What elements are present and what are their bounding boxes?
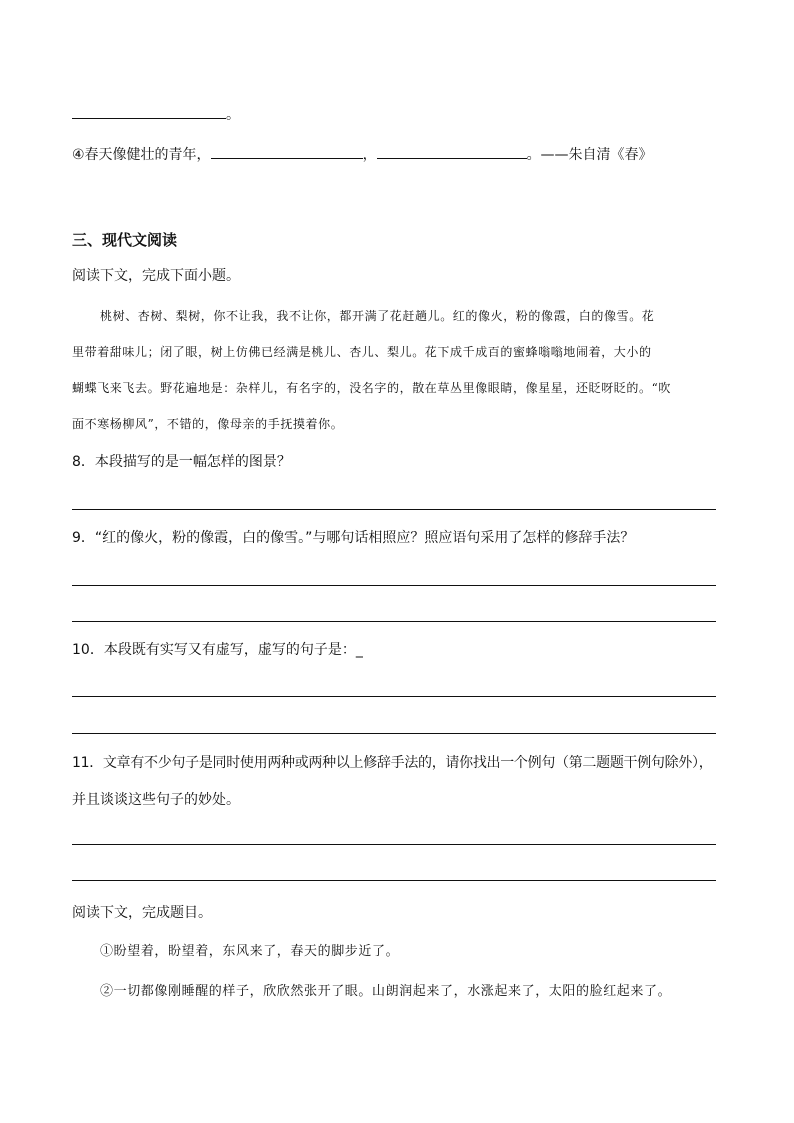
question-9: 9．“红的像火，粉的像霞，白的像雪。”与哪句话相照应？照应语句采用了怎样的修辞手法？ bbox=[72, 530, 635, 546]
passage-line: 桃树、杏树、梨树，你不让我，我不让你，都开满了花赶趟儿。红的像火，粉的像霞，白的像雪。花 bbox=[100, 309, 655, 323]
answer-blank[interactable] bbox=[72, 104, 226, 119]
answer-line[interactable] bbox=[72, 844, 716, 845]
answer-blank-4a[interactable] bbox=[211, 144, 363, 159]
question-11-line-2: 并且谈谈这些句子的妙处。 bbox=[72, 792, 240, 808]
passage-line: 蝴蝶飞来飞去。野花遍地是：杂样儿，有名字的，没名字的，散在草丛里像眼睛，像星星，还眨呀眨的。“吹 bbox=[72, 381, 671, 395]
item4-suffix: 。——朱自清《春》 bbox=[526, 147, 653, 163]
answer-line[interactable] bbox=[72, 585, 716, 586]
section-title: 三、现代文阅读 bbox=[72, 231, 178, 249]
passage-line: 里带着甜味儿；闭了眼，树上仿佛已经满是桃儿、杏儿、梨儿。花下成千成百的蜜蜂嗡嗡地闹着，大小的 bbox=[72, 345, 652, 359]
passage-line: 面不寒杨柳风”，不错的，像母亲的手抚摸着你。 bbox=[72, 417, 344, 431]
reading-instruction-1: 阅读下文，完成下面小题。 bbox=[72, 268, 240, 284]
answer-line[interactable] bbox=[72, 880, 716, 881]
passage-paragraph-2: ②一切都像刚睡醒的样子，欣欣然张开了眼。山朗润起来了，水涨起来了，太阳的脸红起来了。 bbox=[100, 984, 672, 999]
question-10: 10．本段既有实写又有虚写，虚写的句子是：_ bbox=[72, 642, 363, 658]
question-11-line-1: 11．文章有不少句子是同时使用两种或两种以上修辞手法的，请你找出一个例句（第二题题干例句除外）， bbox=[72, 755, 713, 771]
answer-line[interactable] bbox=[72, 733, 716, 734]
answer-blank-4b[interactable] bbox=[377, 144, 527, 159]
passage-paragraph-1: ①盼望着，盼望着，东风来了，春天的脚步近了。 bbox=[100, 944, 400, 959]
fill-in-line-1 bbox=[72, 104, 240, 125]
item4-prefix: ④春天像健壮的青年， bbox=[72, 147, 211, 163]
answer-line[interactable] bbox=[72, 621, 716, 622]
answer-line[interactable] bbox=[72, 509, 716, 510]
reading-instruction-2: 阅读下文，完成题目。 bbox=[72, 905, 212, 921]
fill-in-item-4 bbox=[72, 144, 653, 165]
line-end-period: 。 bbox=[226, 107, 240, 123]
answer-line[interactable] bbox=[72, 696, 716, 697]
item4-comma: ， bbox=[362, 147, 377, 163]
question-8: 8．本段描写的是一幅怎样的图景？ bbox=[72, 454, 291, 470]
